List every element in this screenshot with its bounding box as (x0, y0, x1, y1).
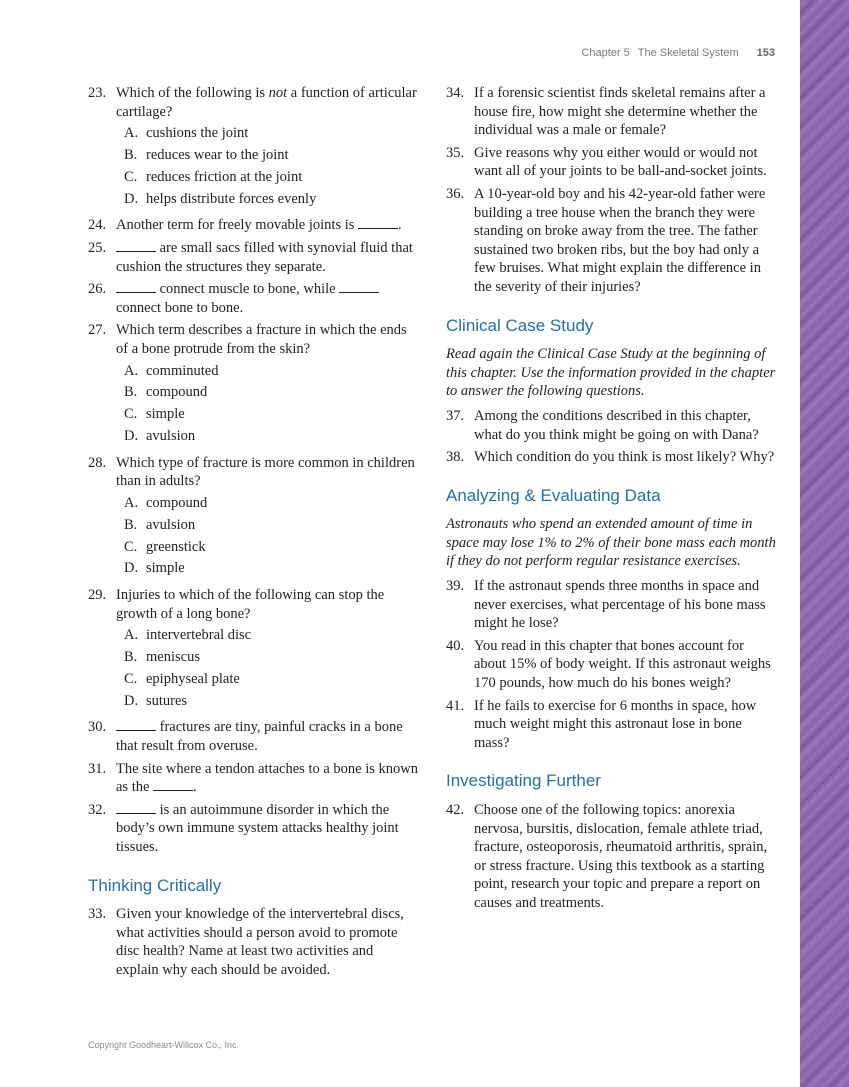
question-text: Another term for freely movable joints is (116, 217, 359, 234)
question-text: Among the conditions described in this chapter, what do you think might be going on with Dana? (474, 407, 759, 443)
question-text: connect bone to bone. (116, 299, 244, 316)
option-b (116, 382, 418, 404)
fill-in-blank (358, 216, 398, 229)
question-emphasis: not (268, 85, 288, 101)
question-number: 36. (446, 185, 465, 202)
option-letter: C. (124, 670, 138, 687)
question-41 (446, 697, 778, 753)
option-letter: D. (124, 692, 139, 709)
option-letter: B. (124, 146, 138, 163)
section-heading-clinical-case-study: Clinical Case Study (446, 315, 594, 335)
option-a (116, 493, 418, 515)
question-35 (446, 144, 778, 181)
section-intro: Read again the Clinical Case Study at the beginning of this chapter. Use the information provided in the chapter to answer the following questions. (446, 346, 776, 400)
option-letter: C. (124, 538, 138, 555)
option-text: greenstick (146, 538, 206, 555)
question-number: 38. (446, 449, 465, 466)
question-number: 24. (88, 217, 107, 234)
question-30 (88, 718, 418, 755)
option-d (116, 426, 418, 448)
question-number: 42. (446, 802, 465, 818)
right-column (446, 84, 778, 917)
question-number: 25. (88, 239, 107, 256)
question-text: Give reasons why you either would or would not want all of your joints to be ball-and-socket joints. (474, 144, 767, 180)
question-number: 37. (446, 407, 465, 424)
question-number: 39. (446, 578, 465, 595)
question-text: fractures are tiny, painful cracks in a bone that result from overuse. (116, 719, 403, 755)
option-a (116, 361, 418, 383)
answer-options (116, 493, 418, 580)
question-37 (446, 407, 778, 444)
question-24 (88, 216, 418, 235)
option-text: intervertebral disc (146, 627, 252, 644)
option-d (116, 691, 418, 713)
question-number: 41. (446, 697, 465, 714)
option-text: meniscus (146, 649, 200, 666)
option-text: avulsion (146, 427, 196, 444)
fill-in-blank (116, 239, 156, 252)
question-number: 26. (88, 281, 107, 298)
section-heading-thinking-critically: Thinking Critically (88, 875, 222, 895)
option-b (116, 515, 418, 537)
question-number: 30. (88, 719, 107, 736)
option-text: sutures (146, 692, 188, 709)
question-number: 23. (88, 85, 107, 101)
question-40 (446, 637, 778, 693)
question-text: Which type of fracture is more common in children than in adults? (116, 454, 415, 490)
option-text: reduces wear to the joint (146, 146, 289, 163)
option-text: cushions the joint (146, 125, 249, 142)
option-c (116, 404, 418, 426)
option-c (116, 669, 418, 691)
option-letter: B. (124, 384, 138, 401)
question-33 (88, 905, 418, 979)
question-23 (88, 84, 418, 210)
option-letter: B. (124, 516, 138, 533)
option-letter: C. (124, 406, 138, 423)
question-text: Which condition do you think is most likely? Why? (474, 449, 775, 466)
question-42 (446, 801, 778, 913)
question-text: . (398, 217, 402, 234)
option-letter: A. (124, 362, 139, 379)
fill-in-blank (116, 280, 156, 293)
question-text: Which term describes a fracture in which the ends of a bone protrude from the skin? (116, 322, 407, 357)
question-text: If the astronaut spends three months in space and never exercises, what percentage of his bone mass might he lose? (474, 578, 766, 632)
option-text: compound (146, 494, 208, 511)
fill-in-blank (116, 801, 156, 814)
question-number: 28. (88, 454, 107, 471)
question-26 (88, 280, 418, 317)
question-number: 27. (88, 322, 107, 339)
question-text: Given your knowledge of the intervertebral discs, what activities should a person avoid to promote disc health? Name at least two activities and explain why each should be avoided. (116, 906, 404, 978)
question-text: A 10-year-old boy and his 42-year-old father were building a tree house when the branch they were standing on broke away from the tree. The father sustained two broken ribs, but the boy had only a few bruises. What might explain the difference in the severity of their injuries? (474, 185, 766, 295)
decorative-side-band (800, 0, 849, 1087)
question-31 (88, 760, 418, 797)
option-text: avulsion (146, 516, 196, 533)
page-number: 153 (756, 47, 775, 59)
option-letter: D. (124, 427, 139, 444)
copyright-footer: Copyright Goodheart-Willcox Co., Inc. (88, 1040, 240, 1050)
option-b (116, 647, 418, 669)
chapter-title: The Skeletal System (637, 47, 739, 59)
question-34 (446, 84, 778, 140)
question-number: 35. (446, 144, 465, 161)
option-c (116, 167, 418, 189)
question-number: 29. (88, 587, 107, 604)
section-intro: Astronauts who spend an extended amount of time in space may lose 1% to 2% of their bone mass each month if they do not perform regular resistance exercises. (446, 516, 776, 570)
option-text: helps distribute forces evenly (146, 190, 317, 207)
option-letter: A. (124, 494, 139, 511)
question-27 (88, 321, 418, 447)
option-d (116, 558, 418, 580)
fill-in-blank (116, 718, 156, 731)
option-c (116, 537, 418, 559)
answer-options (116, 361, 418, 448)
fill-in-blank (153, 778, 193, 791)
option-letter: D. (124, 560, 139, 577)
question-text: . (193, 779, 197, 796)
question-39 (446, 577, 778, 633)
option-text: simple (146, 406, 185, 423)
question-text: Which of the following is (116, 85, 269, 101)
question-text: Choose one of the following topics: anorexia nervosa, bursitis, dislocation, female athlete triad, fracture, osteoporosis, rheumatoid arthritis, sprain, or stress fracture. Using this textbook as a starting point, research your topic and prepare a report on causes and treatments. (474, 802, 768, 911)
option-letter: A. (124, 125, 139, 142)
question-text: If he fails to exercise for 6 months in space, how much weight might this astronaut lose in bone mass? (474, 697, 757, 751)
question-number: 34. (446, 85, 465, 101)
answer-options (116, 123, 418, 210)
question-32 (88, 801, 418, 857)
question-text: Injuries to which of the following can stop the growth of a long bone? (116, 587, 385, 622)
question-number: 40. (446, 637, 465, 654)
answer-options (116, 625, 418, 712)
option-text: compound (146, 384, 208, 401)
option-letter: D. (124, 190, 139, 207)
question-38 (446, 448, 778, 467)
option-text: reduces friction at the joint (146, 168, 303, 185)
question-text: You read in this chapter that bones account for about 15% of body weight. If this astronaut weighs 170 pounds, how much do his bones weigh? (474, 637, 771, 692)
option-text: epiphyseal plate (146, 670, 240, 687)
question-text: a function of articular cartilage? (116, 85, 417, 120)
question-number: 31. (88, 760, 107, 777)
question-25 (88, 239, 418, 276)
question-text: The site where a tendon attaches to a bone is known as the (116, 760, 418, 796)
option-b (116, 145, 418, 167)
section-heading-investigating-further: Investigating Further (446, 771, 601, 791)
option-text: simple (146, 560, 185, 577)
chapter-label: Chapter 5 (581, 47, 630, 59)
question-text: is an autoimmune disorder in which the body’s own immune system attacks healthy joint tissues. (116, 801, 399, 856)
question-text: are small sacs filled with synovial fluid that cushion the structures they separate. (116, 239, 413, 275)
question-text: connect muscle to bone, while (156, 281, 340, 298)
running-header (581, 47, 775, 59)
question-number: 33. (88, 906, 107, 923)
question-number: 32. (88, 801, 107, 818)
option-letter: C. (124, 168, 138, 185)
question-28 (88, 454, 418, 580)
question-36 (446, 185, 778, 297)
option-d (116, 189, 418, 211)
option-letter: A. (124, 627, 139, 644)
option-a (116, 625, 418, 647)
option-a (116, 123, 418, 145)
option-text: comminuted (146, 362, 219, 379)
section-heading-analyzing-data: Analyzing & Evaluating Data (446, 485, 661, 505)
question-text: If a forensic scientist finds skeletal remains after a house fire, how might she determine whether the individual was a male or female? (474, 85, 766, 139)
left-column (88, 84, 418, 984)
question-29 (88, 586, 418, 712)
fill-in-blank (339, 280, 379, 293)
option-letter: B. (124, 649, 138, 666)
